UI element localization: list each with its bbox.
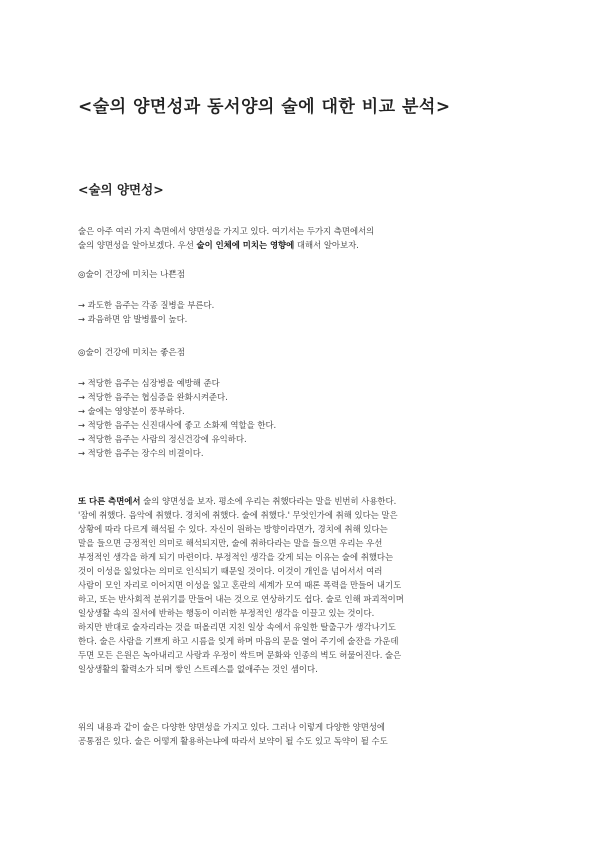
intro-line: 술은 아주 여러 가지 측면에서 양면성을 가지고 있다. 여기서는 두가지 측면에서의: [78, 226, 375, 236]
list-item: → 과음하면 암 발병률이 높다.: [78, 314, 188, 324]
closing-paragraph: [78, 720, 518, 748]
paragraph-line: 상황에 따라 다르게 해석될 수 있다. 자신이 원하는 방향이라면가, 경치에 취해 있다는: [78, 524, 388, 534]
intro-text: 대해서 알아보자.: [294, 240, 359, 250]
good-effects-list: [78, 376, 518, 460]
paragraph-line: 일상생활 속의 질서에 반하는 행동이 이러한 부정적인 생각을 이끌고 있는 것이다.: [78, 608, 375, 618]
intro-text: 술의 양면성을 알아보겠다. 우선: [78, 240, 197, 250]
good-effects-heading: ◎술이 건강에 미치는 좋은점: [78, 348, 186, 358]
paragraph-line: [78, 494, 518, 508]
paragraph-line: 하지만 반대로 술자리라는 것을 떠올리면 지친 일상 속에서 유일한 탈출구가 생각나기도: [78, 622, 396, 632]
paragraph-line: 것이 이성을 잃었다는 의미로 인식되기 때문일 것이다. 이것이 개인을 넘어서서 여러: [78, 566, 383, 576]
paragraph-line: 공통점은 있다. 술은 어떻게 활용하는냐에 따라서 보약이 될 수도 있고 독약이 될 수도: [78, 736, 388, 746]
paragraph-emphasis: 또 다른 측면에서: [78, 496, 141, 506]
paragraph-line: 위의 내용과 같이 술은 다양한 양면성을 가지고 있다. 그러나 이렇게 다양한 양면성에: [78, 722, 386, 732]
paragraph-line: 하고, 또는 반사회적 분위기를 만들어 내는 것으로 연상하기도 쉽다. 술로 인해 파괴적이며: [78, 594, 404, 604]
paragraph-line: 일상생활의 활력소가 되며 쌓인 스트레스를 없애주는 것인 셈이다.: [78, 664, 318, 674]
intro-emphasis: 술이 인체에 미치는 영향에: [196, 240, 295, 250]
list-item: → 적당한 음주는 협심증을 완화시켜준다.: [78, 392, 228, 402]
paragraph-line: 말을 들으면 긍정적인 의미로 해석되지만, 술에 취하다라는 말을 들으면 우리는 우선: [78, 538, 383, 548]
intro-line: [78, 238, 518, 252]
document-title: <술의 양면성과 동서양의 술에 대한 비교 분석>: [78, 97, 451, 117]
paragraph-line: 한다. 술은 사람을 기쁘게 하고 시름을 잊게 하며 마음의 문을 열어 주기에 술잔을 가운데: [78, 636, 399, 646]
list-item: → 적당한 음주는 심장병을 예방해 준다: [78, 378, 220, 388]
list-item: → 적당한 음주는 사람의 정신건강에 유익하다.: [78, 434, 247, 444]
list-item: → 과도한 음주는 각종 질병을 부른다.: [78, 300, 215, 310]
intro-paragraph: [78, 224, 518, 252]
bad-effects-list: [78, 298, 518, 326]
paragraph-text: 술의 양면성을 보자. 평소에 우리는 취했다라는 말을 빈번히 사용한다.: [140, 496, 397, 506]
bad-effects-heading: ◎술이 건강에 미치는 나쁜점: [78, 270, 186, 280]
other-aspect-paragraph: [78, 494, 518, 676]
paragraph-line: 부정적인 생각을 하게 되기 마련이다. 부정적인 생각을 갖게 되는 이유는 술에 취했다는: [78, 552, 394, 562]
list-item: → 술에는 영양분이 풍부하다.: [78, 406, 185, 416]
paragraph-line: '잠에 취했다. 음악에 취했다. 경치에 취했다. 술에 취했다.' 무엇인가에 취해 있다는 말은: [78, 510, 398, 520]
list-item: → 적당한 음주는 신진대사에 좋고 소화제 역할을 한다.: [78, 420, 277, 430]
paragraph-line: 두면 모든 은원은 녹아내리고 사랑과 우정이 싹트며 문화와 인종의 벽도 허물어진다. 술은: [78, 650, 402, 660]
paragraph-line: 사람이 모인 자리로 이어지면 이성을 잃고 혼란의 세계가 모여 때론 폭력을 만들어 내기도: [78, 580, 402, 590]
list-item: → 적당한 음주는 장수의 비결이다.: [78, 448, 204, 458]
section-title: <술의 양면성>: [78, 182, 164, 197]
